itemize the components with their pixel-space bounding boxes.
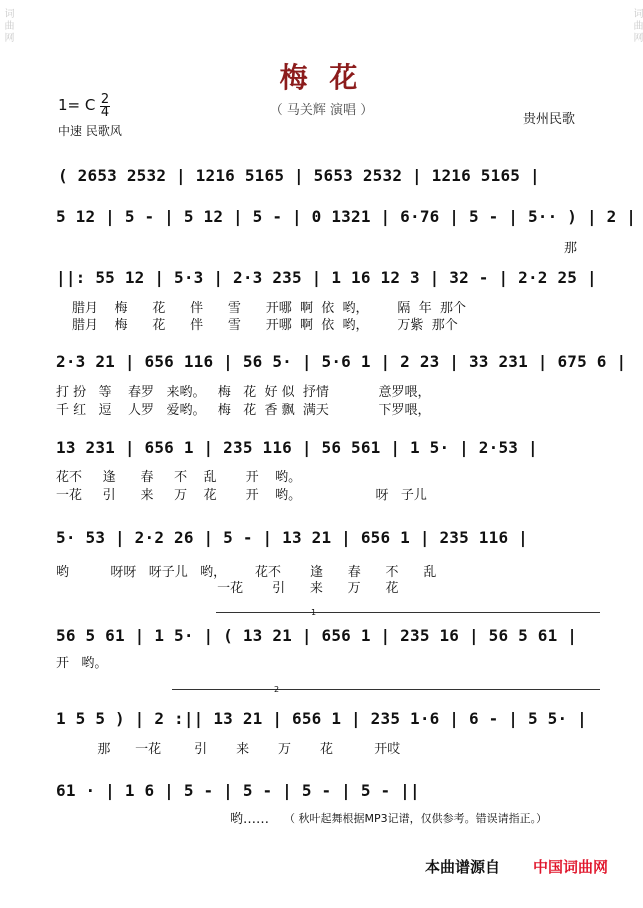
second-ending-label: 2 — [274, 685, 280, 694]
lyric-line-10: 开 哟。 — [56, 656, 108, 671]
score-line-2: 5 12 | 5 - | 5 12 | 5 - | 0 1321 | 6·76 | 5 - | 5·· ) | 2 | — [56, 207, 637, 226]
transcription-note: （ 秋叶起舞根据MP3记谱，仅供参考。错误请指正。） — [284, 812, 548, 825]
score-line-6: 5· 53 | 2·2 26 | 5 - | 13 21 | 656 1 | 235 116 | — [56, 528, 528, 547]
lyric-line-7: 一花 引 来 万 花 开 哟。 呀 子儿 — [56, 488, 427, 503]
site-name: 中国词曲网 — [532, 858, 608, 876]
lyric-line-1: 那 — [564, 241, 578, 256]
score-line-9: 61 · | 1 6 | 5 - | 5 - | 5 - | 5 - || — [56, 781, 420, 800]
second-ending-bracket — [172, 689, 600, 690]
left-watermark — [1, 8, 13, 898]
left-watermark-text: 网 — [2, 32, 13, 44]
lyric-line-6: 花不 逢 春 不 乱 开 哟。 — [56, 470, 302, 485]
first-ending-bracket — [216, 612, 600, 613]
song-title: 梅 花 — [279, 61, 364, 94]
lyric-line-5: 千 红 逗 人罗 爱哟。 梅 花 香 飘 满天 下罗喂， — [56, 403, 431, 418]
key-signature: 1= C — [58, 96, 96, 114]
time-signature-bottom: 4 — [100, 105, 110, 120]
lyric-line-11: 那 一花 引 来 万 花 开哎 — [56, 742, 401, 757]
score-line-8: 1 5 5 ) | 2 :|| 13 21 | 656 1 | 235 1·6 | 6 - | 5 5· | — [56, 709, 587, 728]
right-watermark-text: 网 — [631, 32, 642, 44]
tempo-marking: 中速 民歌风 — [58, 124, 122, 138]
score-line-4: 2·3 21 | 656 116 | 56 5· | 5·6 1 | 2 23 | 33 231 | 675 6 | — [56, 352, 627, 371]
left-watermark-text: 词 — [2, 8, 13, 20]
source-label: 本曲谱源自 — [424, 858, 500, 876]
lyric-line-4: 打 扮 等 春罗 来哟。 梅 花 好 似 抒情 意罗喂， — [56, 385, 431, 400]
first-ending-label: 1 — [311, 608, 317, 617]
right-watermark-text: 词 — [631, 8, 642, 20]
time-signature — [98, 94, 112, 119]
left-watermark-text: 曲 — [2, 20, 13, 32]
score-line-7: 56 5 61 | 1 5· | ( 13 21 | 656 1 | 235 16 | 56 5 61 | — [56, 626, 578, 645]
score-line-1: ( 2653 2532 | 1216 5165 | 5653 2532 | 1216 5165 | — [58, 166, 540, 185]
lyric-line-12: 哟…… — [230, 812, 270, 827]
singer-credit: （ 马关辉 演唱 ） — [269, 103, 374, 118]
score-line-5: 13 231 | 656 1 | 235 116 | 56 561 | 1 5· | 2·53 | — [56, 438, 538, 457]
lyric-line-8: 哟 呀呀 呀子儿 哟， 花不 逢 春 不 乱 — [56, 565, 437, 580]
time-signature-top: 2 — [100, 92, 110, 107]
lyric-line-3: 腊月 梅 花 伴 雪 开哪 啊 依 哟， 万紫 那个 — [72, 318, 458, 333]
lyric-line-2: 腊月 梅 花 伴 雪 开哪 啊 依 哟， 隔 年 那个 — [72, 301, 466, 316]
right-watermark-text: 曲 — [631, 20, 642, 32]
score-line-3: ||: 55 12 | 5·3 | 2·3 235 | 1 16 12 3 | 32 - | 2·2 25 | — [56, 268, 597, 287]
right-watermark — [630, 8, 642, 898]
song-origin: 贵州民歌 — [523, 112, 576, 127]
lyric-line-9: 一花 引 来 万 花 — [56, 581, 399, 596]
